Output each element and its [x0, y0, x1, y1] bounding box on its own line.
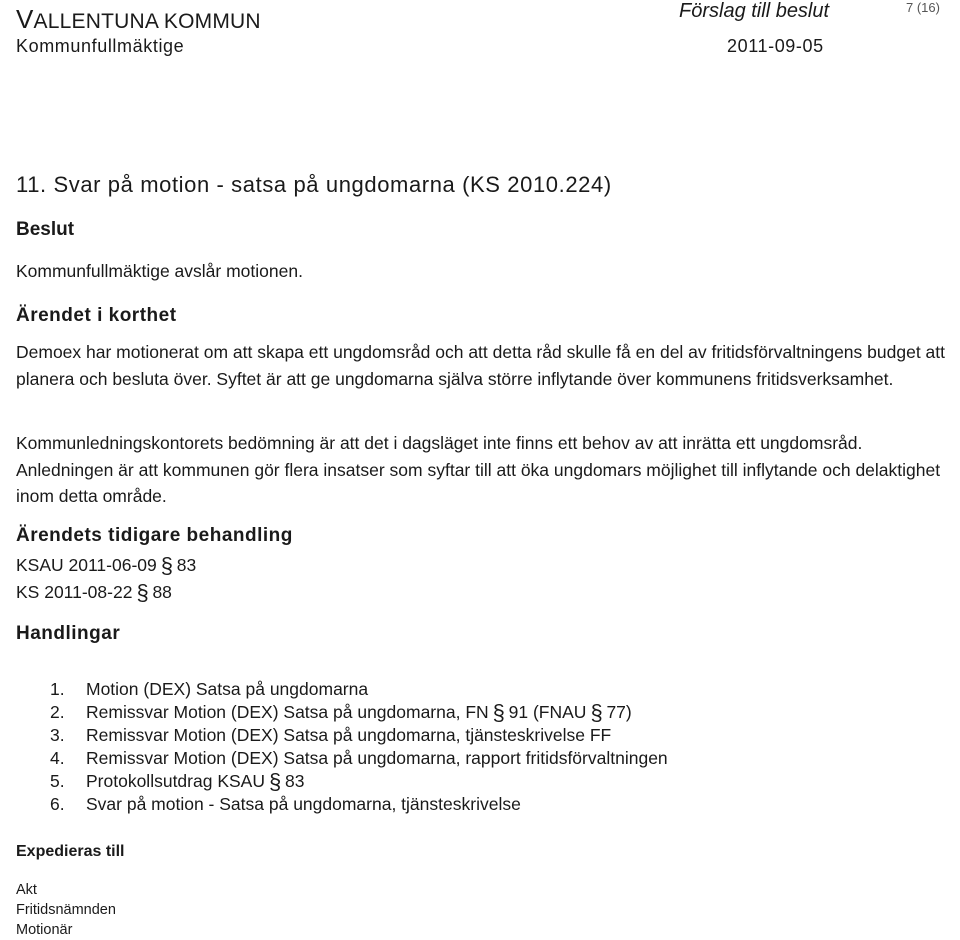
paragraph-symbol: § [492, 700, 505, 725]
list-item-text: Remissvar Motion (DEX) Satsa på ungdomarna, tjänsteskrivelse FF [86, 725, 612, 745]
list-item [50, 700, 668, 725]
page-number: 7 (16) [906, 0, 940, 15]
history-line-number: 88 [152, 582, 172, 602]
history-line-number: 83 [176, 555, 197, 575]
list-item [50, 747, 668, 770]
list-item-text: Motion (DEX) Satsa på ungdomarna [86, 679, 369, 699]
documents-list [16, 678, 668, 816]
summary-paragraph-2 [16, 430, 951, 510]
list-item-text: Svar på motion - Satsa på ungdomarna, tjänsteskrivelse [86, 794, 521, 814]
history-heading: Ärendets tidigare behandling [16, 525, 293, 546]
paragraph-symbol: § [590, 700, 603, 725]
documents-heading: Handlingar [16, 623, 121, 644]
list-item-text: Remissvar Motion (DEX) Satsa på ungdomarna, FN [86, 702, 489, 722]
history-line [16, 579, 172, 606]
list-item-number: 6. [50, 794, 65, 814]
list-item [50, 724, 668, 747]
history-line-text: KSAU 2011-06-09 [16, 555, 157, 575]
list-item [50, 678, 668, 701]
history-line [16, 552, 196, 579]
summary-heading: Ärendet i korthet [16, 305, 177, 326]
list-item-text: 91 (FNAU [508, 702, 587, 722]
organization-name [16, 4, 261, 35]
list-item-number: 3. [50, 725, 65, 745]
document-status: Förslag till beslut [679, 0, 830, 22]
list-item-number: 4. [50, 748, 65, 768]
paragraph-symbol: § [136, 580, 149, 605]
history-line-text: KS 2011-08-22 [16, 582, 133, 602]
summary-paragraph-2-text: Kommunledningskontorets bedömning är att det i dagsläget inte finns ett behov av att inrätta ett ungdomsråd. Anledningen är att kommunen gör flera insatser som syftar till att öka ungdomars möjlighet till inflytande och delaktighet inom detta område. [16, 433, 941, 506]
list-item-number: 2. [50, 702, 65, 722]
summary-paragraph-1-text: Demoex har motionerat om att skapa ett ungdomsråd och att detta råd skulle få en del av fritidsförvaltningens budget att planera och besluta över. Syftet är att ge ungdomarna själva större inflytande över kommunens fritidsverksamhet. [16, 342, 945, 389]
dispatch-recipient: Fritidsnämnden [16, 902, 116, 918]
list-item-number: 1. [50, 679, 65, 699]
dispatch-recipient: Akt [16, 882, 37, 898]
summary-paragraph-1 [16, 339, 951, 392]
list-item-number: 5. [50, 771, 65, 791]
dispatch-list [16, 880, 116, 940]
paragraph-symbol: § [268, 769, 282, 794]
list-item [50, 793, 668, 816]
paragraph-symbol: § [160, 553, 173, 578]
organization-name-rest: ALLENTUNA KOMMUN [33, 10, 261, 33]
item-title: 11. Svar på motion - satsa på ungdomarna (KS 2010.224) [16, 172, 612, 197]
dispatch-recipient: Motionär [16, 922, 73, 938]
list-item-text: Protokollsutdrag KSAU [86, 771, 265, 791]
list-item-text: Remissvar Motion (DEX) Satsa på ungdomarna, rapport fritidsförvaltningen [86, 748, 668, 768]
organization-initial: V [16, 4, 34, 34]
list-item [50, 769, 668, 794]
decision-body: Kommunfullmäktige [16, 36, 185, 56]
list-item-text: 83 [284, 771, 305, 791]
decision-text: Kommunfullmäktige avslår motionen. [16, 261, 303, 281]
list-item-text: 77) [606, 702, 632, 722]
decision-heading: Beslut [16, 219, 75, 240]
dispatch-heading: Expedieras till [16, 843, 125, 860]
meeting-date: 2011-09-05 [727, 36, 824, 56]
